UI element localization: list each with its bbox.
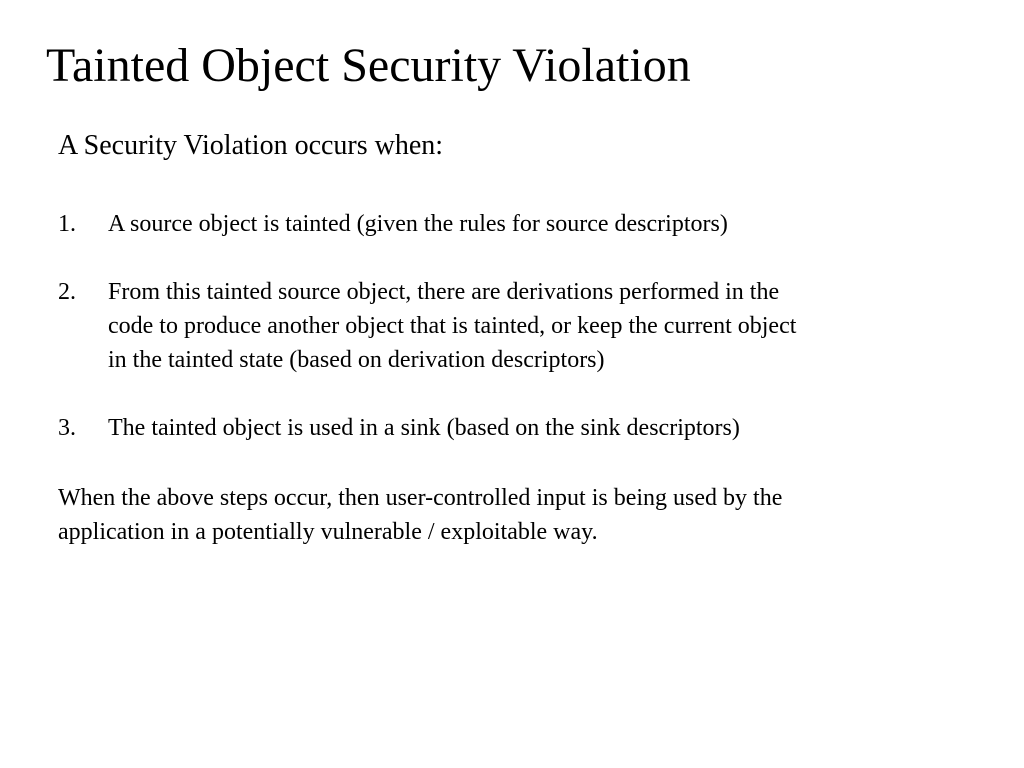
list-item — [58, 207, 958, 241]
step-text-line: From this tainted source object, there are derivations performed in the — [108, 279, 780, 305]
conclusion-line: application in a potentially vulnerable / exploitable way. — [58, 519, 598, 545]
step-text — [108, 411, 958, 445]
list-item — [58, 275, 958, 377]
step-text — [108, 207, 958, 241]
conclusion-text — [58, 481, 782, 549]
steps-list — [58, 207, 958, 445]
step-number: 1. — [58, 211, 76, 237]
step-text-line: A source object is tainted (given the rules for source descriptors) — [108, 211, 728, 237]
list-item — [58, 411, 958, 445]
conclusion-line: When the above steps occur, then user-controlled input is being used by the — [58, 485, 783, 511]
step-number: 3. — [58, 415, 76, 441]
slide-title: Tainted Object Security Violation — [46, 39, 691, 92]
step-text-line: in the tainted state (based on derivation descriptors) — [108, 347, 605, 373]
step-number: 2. — [58, 279, 76, 305]
step-text-line: The tainted object is used in a sink (based on the sink descriptors) — [108, 415, 740, 441]
intro-text: A Security Violation occurs when: — [58, 130, 444, 161]
step-text-line: code to produce another object that is tainted, or keep the current object — [108, 313, 797, 339]
step-text — [108, 275, 958, 377]
